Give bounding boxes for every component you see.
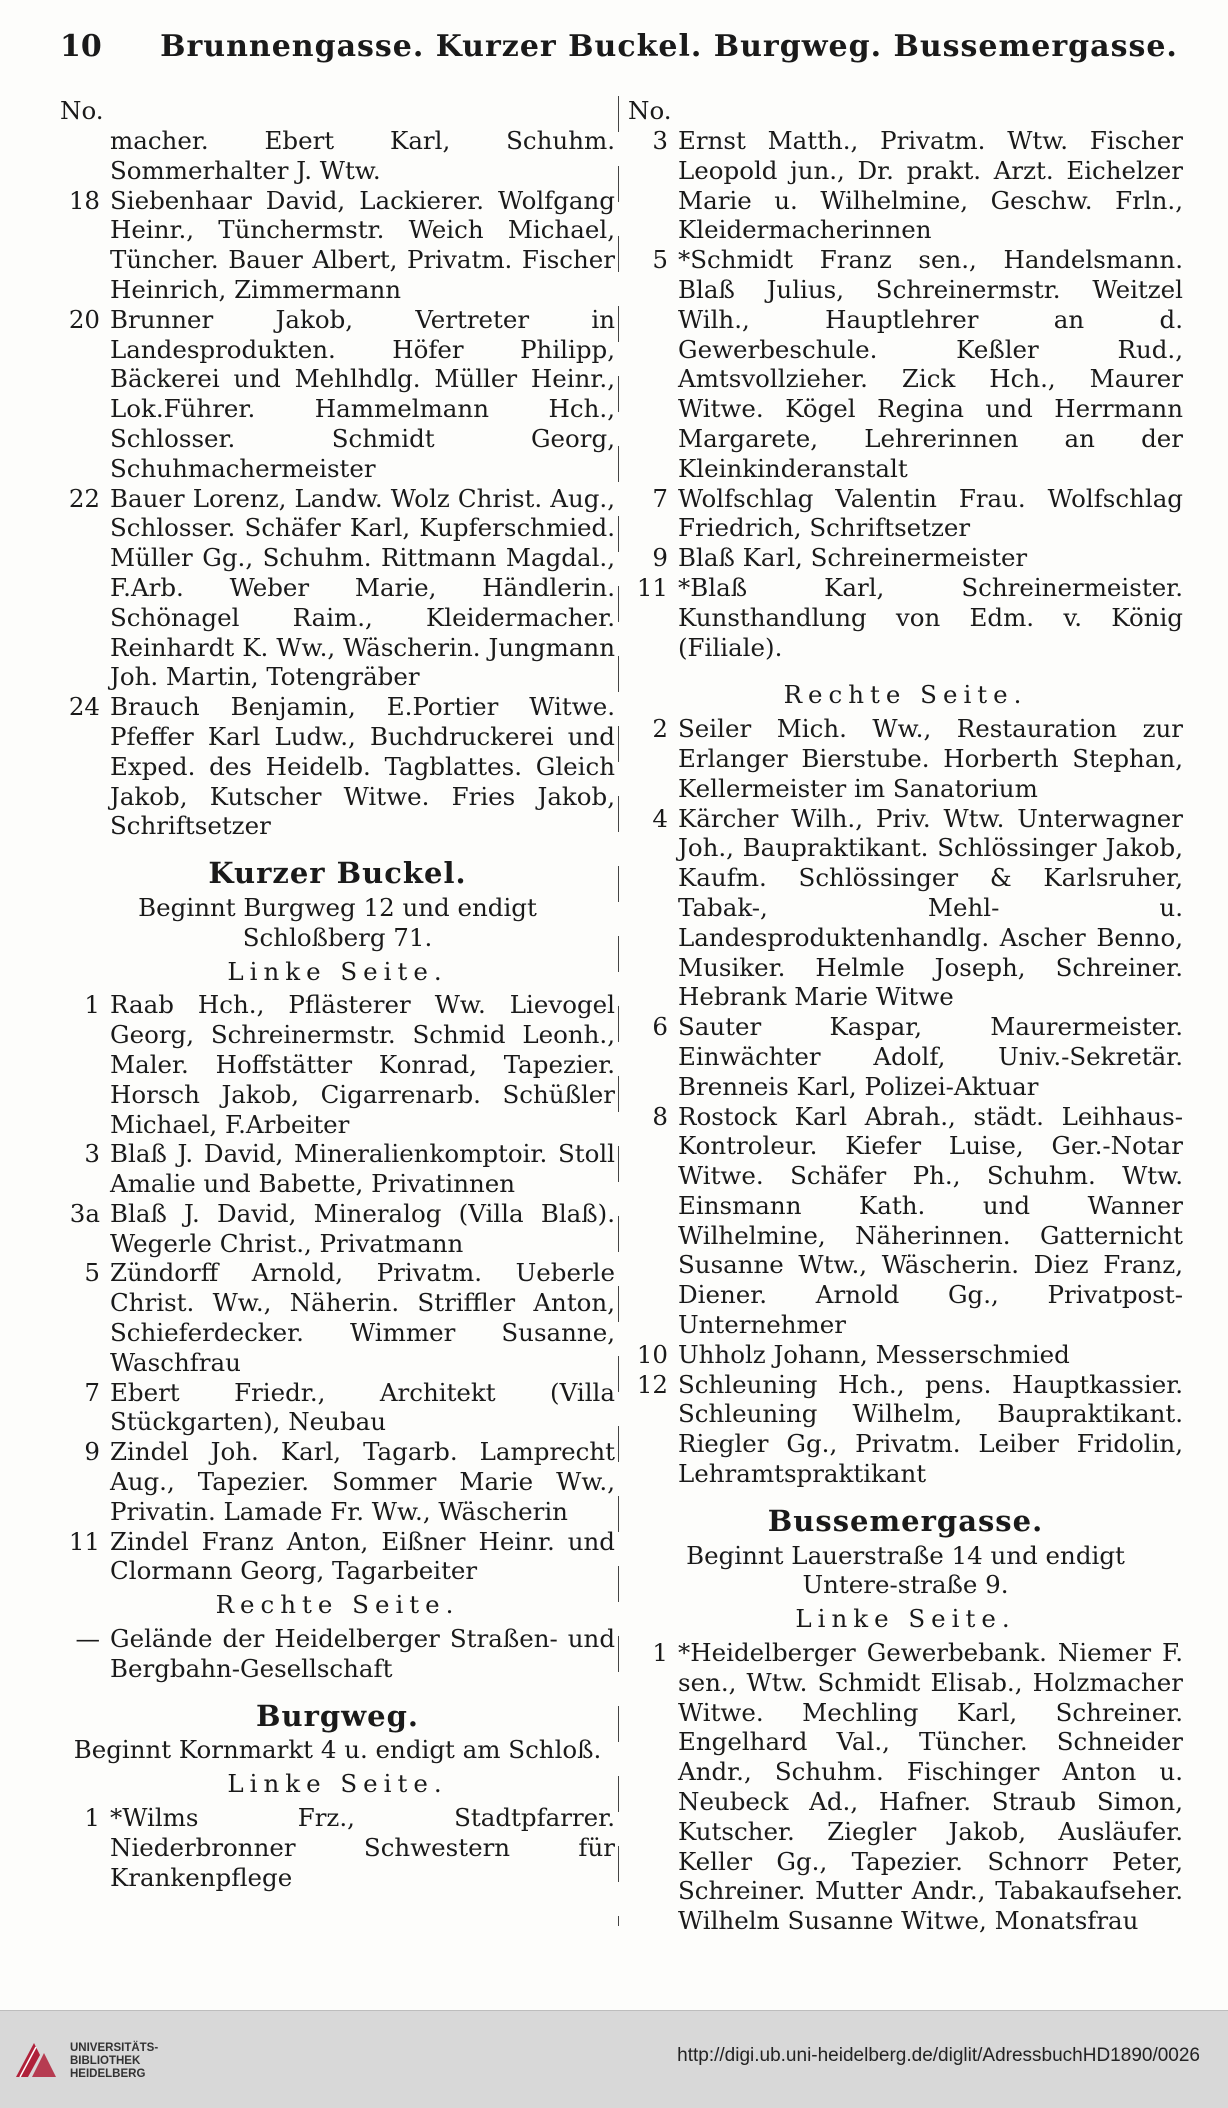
side-label-left: Linke Seite. <box>795 1604 1016 1634</box>
street-heading-bussemergasse: Bussemergasse. <box>767 1503 1044 1538</box>
side-label-right: Rechte Seite. <box>215 1590 460 1620</box>
entry-text: Wolfschlag Valentin Frau. Wolfschlag Friedrich, Schriftsetzer <box>678 483 1183 543</box>
list-item <box>628 1638 1183 1936</box>
list-item <box>628 543 1183 573</box>
page-number: 10 <box>60 28 102 64</box>
no-label: No. <box>60 96 104 125</box>
list-item <box>628 714 1183 803</box>
entry-text: Kärcher Wilh., Priv. Wtw. Unterwagner Joh., Baupraktikant. Schlössinger Jakob, Kaufm. Schlössinger & Karlsruher, Tabak-, Mehl- u. Landesproduktenhandlg. Ascher Benno, Musiker. Helmle Joseph, Schreiner. Hebrank Marie Witwe <box>678 803 1183 1012</box>
street-description: Beginnt Kornmarkt 4 u. endigt am Schloß. <box>73 1735 602 1765</box>
house-number: 4 <box>652 803 668 833</box>
side-label-left: Linke Seite. <box>227 956 448 986</box>
viewer-footer <box>0 2010 1228 2108</box>
permalink-url[interactable]: http://digi.ub.uni-heidelberg.de/diglit/AdressbuchHD1890/0026 <box>677 2045 1200 2066</box>
entry-text: Uhholz Johann, Messerschmied <box>678 1339 1070 1369</box>
house-number: 1 <box>652 1638 668 1668</box>
house-number: 6 <box>652 1012 668 1042</box>
street-description: Beginnt Burgweg 12 und endigt Schloßberg 71. <box>138 892 537 952</box>
list-item <box>628 1102 1183 1340</box>
house-number: 11 <box>636 572 668 602</box>
side-label-right: Rechte Seite. <box>783 680 1028 710</box>
entry-text: Zündorff Arnold, Privatm. Ueberle Christ. Ww., Näherin. Striffler Anton, Schieferdecker. Wimmer Susanne, Waschfrau <box>110 1258 615 1377</box>
entry-text: Brunner Jakob, Vertreter in Landesprodukten. Höfer Philipp, Bäckerei und Mehlhdlg. Müller Heinr., Lok.Führer. Hammelmann Hch., Schlosser. Schmidt Georg, Schuhmachermeister <box>110 304 615 483</box>
list-item <box>628 804 1183 1013</box>
house-number: — <box>75 1624 100 1654</box>
entry-text: Raab Hch., Pflästerer Ww. Lievogel Georg, Schreinermstr. Schmid Leonh., Maler. Hoffstätter Konrad, Tapezier. Horsch Jakob, Cigarrenarb. Schüßler Michael, F.Arbeiter <box>110 990 615 1139</box>
entry-text: Gelände der Heidelberger Straßen- und Bergbahn-Gesellschaft <box>110 1624 615 1683</box>
list-item <box>628 126 1183 245</box>
entry-text: Zindel Franz Anton, Eißner Heinr. und Clormann Georg, Tagarbeiter <box>110 1526 615 1586</box>
list-item <box>60 1258 615 1377</box>
entry-text: Blaß J. David, Mineralienkomptoir. Stoll Amalie und Babette, Privatinnen <box>110 1139 615 1199</box>
list-item <box>60 990 615 1139</box>
entry-text: Siebenhaar David, Lackierer. Wolfgang Heinr., Tünchermstr. Weich Michael, Tüncher. Bauer Albert, Privatm. Fischer Heinrich, Zimmermann <box>110 185 615 304</box>
entry-text: Blaß Karl, Schreinermeister <box>678 543 1028 573</box>
list-item <box>60 1199 615 1259</box>
entry-text: Blaß J. David, Mineralog (Villa Blaß). Wegerle Christ., Privatmann <box>110 1198 615 1258</box>
list-item <box>628 245 1183 483</box>
house-number: 5 <box>652 245 668 275</box>
list-item <box>60 305 615 484</box>
entry-text: *Heidelberger Gewerbebank. Niemer F. sen., Wtw. Schmidt Elisab., Holzmacher Witwe. Mechling Karl, Schreiner. Engelhard Val., Tüncher. Schneider Andr., Schuhm. Fischinger Anton u. Neubeck Ad., Hafner. Straub Simon, Kutscher. Ziegler Jakob, Ausläufer. Keller Gg., Tapezier. Schnorr Peter, Schreiner. Mutter Andr., Tabakaufseher. Wilhelm Susanne Witwe, Monatsfrau <box>678 1638 1183 1936</box>
entry-text: Zindel Joh. Karl, Tagarb. Lamprecht Aug., Tapezier. Sommer Marie Ww., Privatin. Lamade Fr. Ww., Wäscherin <box>110 1437 615 1526</box>
library-name <box>70 2042 158 2081</box>
column-divider <box>618 96 619 1926</box>
entry-text: Seiler Mich. Ww., Restauration zur Erlanger Bierstube. Horberth Stephan, Kellermeister im Sanatorium <box>678 714 1183 803</box>
list-item <box>628 1012 1183 1101</box>
house-number: 12 <box>636 1369 668 1399</box>
house-number: 3a <box>69 1198 100 1228</box>
list-item <box>628 1340 1183 1370</box>
entry-text: Brauch Benjamin, E.Portier Witwe. Pfeffer Karl Ludw., Buchdruckerei und Exped. des Heidelb. Tagblattes. Gleich Jakob, Kutscher Witwe. Fries Jakob, Schriftsetzer <box>110 692 615 841</box>
house-number: 9 <box>652 543 668 573</box>
house-number: 24 <box>68 692 100 722</box>
university-library-logo-icon <box>10 2033 62 2085</box>
list-item <box>60 126 615 186</box>
list-item <box>60 1378 615 1438</box>
list-item <box>60 1437 615 1526</box>
entry-text: Ernst Matth., Privatm. Wtw. Fischer Leopold jun., Dr. prakt. Arzt. Eichelzer Marie u. Wilhelmine, Geschw. Frln., Kleidermacherinnen <box>678 126 1183 245</box>
list-item <box>60 1803 615 1892</box>
entry-text: *Blaß Karl, Schreinermeister. Kunsthandlung von Edm. v. König (Filiale). <box>678 572 1183 662</box>
entry-text: Bauer Lorenz, Landw. Wolz Christ. Aug., Schlosser. Schäfer Karl, Kupferschmied. Müller Gg., Schuhm. Rittmann Magdal., F.Arb. Weber Marie, Händlerin. Schönagel Raim., Kleidermacher. Reinhardt K. Ww., Wäscherin. Jungmann Joh. Martin, Totengräber <box>110 483 615 692</box>
no-label: No. <box>628 96 672 125</box>
left-column <box>60 96 615 1892</box>
house-number: 11 <box>68 1526 100 1556</box>
list-item <box>628 484 1183 544</box>
entry-text: Rostock Karl Abrah., städt. Leihhaus-Kontroleur. Kiefer Luise, Ger.-Notar Witwe. Schäfer Ph., Schuhm. Wtw. Einsmann Kath. und Wanner Wilhelmine, Näherinnen. Gatternicht Susanne Wtw., Wäscherin. Diez Franz, Diener. Arnold Gg., Privatpost-Unternehmer <box>678 1101 1183 1340</box>
library-name-line: UNIVERSITÄTS- <box>70 2042 159 2054</box>
house-number: 8 <box>652 1101 668 1131</box>
house-number: 7 <box>652 483 668 513</box>
house-number: 5 <box>84 1258 100 1288</box>
entry-text: Sauter Kaspar, Maurermeister. Einwächter Adolf, Univ.-Sekretär. Brenneis Karl, Polizei-Aktuar <box>678 1012 1183 1101</box>
list-item <box>628 1370 1183 1489</box>
running-title: Brunnengasse. Kurzer Buckel. Burgweg. Bussemergasse. <box>160 28 1178 64</box>
house-number: 10 <box>636 1339 668 1369</box>
entry-text: *Schmidt Franz sen., Handelsmann. Blaß Julius, Schreinermstr. Weitzel Wilh., Hauptlehrer an d. Gewerbeschule. Keßler Rud., Amtsvollzieher. Zick Hch., Maurer Witwe. Kögel Regina und Herrmann Margarete, Lehrerinnen an der Kleinkinderanstalt <box>678 245 1183 483</box>
library-name-line: HEIDELBERG <box>70 2068 146 2080</box>
list-item <box>60 484 615 693</box>
house-number: 3 <box>652 126 668 155</box>
list-item <box>60 186 615 305</box>
library-name-line: BIBLIOTHEK <box>70 2055 141 2067</box>
list-item <box>628 573 1183 662</box>
entry-text: Schleuning Hch., pens. Hauptkassier. Schleuning Wilhelm, Baupraktikant. Riegler Gg., Privatm. Leiber Fridolin, Lehramtspraktikant <box>678 1369 1183 1489</box>
entry-text: *Wilms Frz., Stadtpfarrer. Niederbronner Schwestern für Krankenpflege <box>110 1803 615 1892</box>
side-label-left: Linke Seite. <box>227 1769 448 1799</box>
house-number: 7 <box>84 1377 100 1407</box>
list-item <box>60 1139 615 1199</box>
entry-text: macher. Ebert Karl, Schuhm. Sommerhalter J. Wtw. <box>110 126 615 185</box>
house-number: 1 <box>84 990 100 1020</box>
house-number: 9 <box>84 1437 100 1467</box>
house-number: 22 <box>68 483 100 513</box>
page-header <box>60 24 1188 68</box>
list-item <box>60 1527 615 1587</box>
list-item <box>60 1624 615 1684</box>
street-heading-kurzer-buckel: Kurzer Buckel. <box>208 856 467 891</box>
spacer <box>628 662 1183 676</box>
street-heading-burgweg: Burgweg. <box>256 1698 419 1733</box>
entry-text: Ebert Friedr., Architekt (Villa Stückgarten), Neubau <box>110 1377 615 1437</box>
right-column <box>628 96 1183 1936</box>
house-number: 20 <box>68 304 100 334</box>
list-item <box>60 692 615 841</box>
house-number: 1 <box>84 1803 100 1833</box>
house-number: 2 <box>652 714 668 744</box>
street-description: Beginnt Lauerstraße 14 und endigt Untere-straße 9. <box>686 1540 1125 1600</box>
house-number: 3 <box>84 1139 100 1169</box>
house-number: 18 <box>68 185 100 215</box>
